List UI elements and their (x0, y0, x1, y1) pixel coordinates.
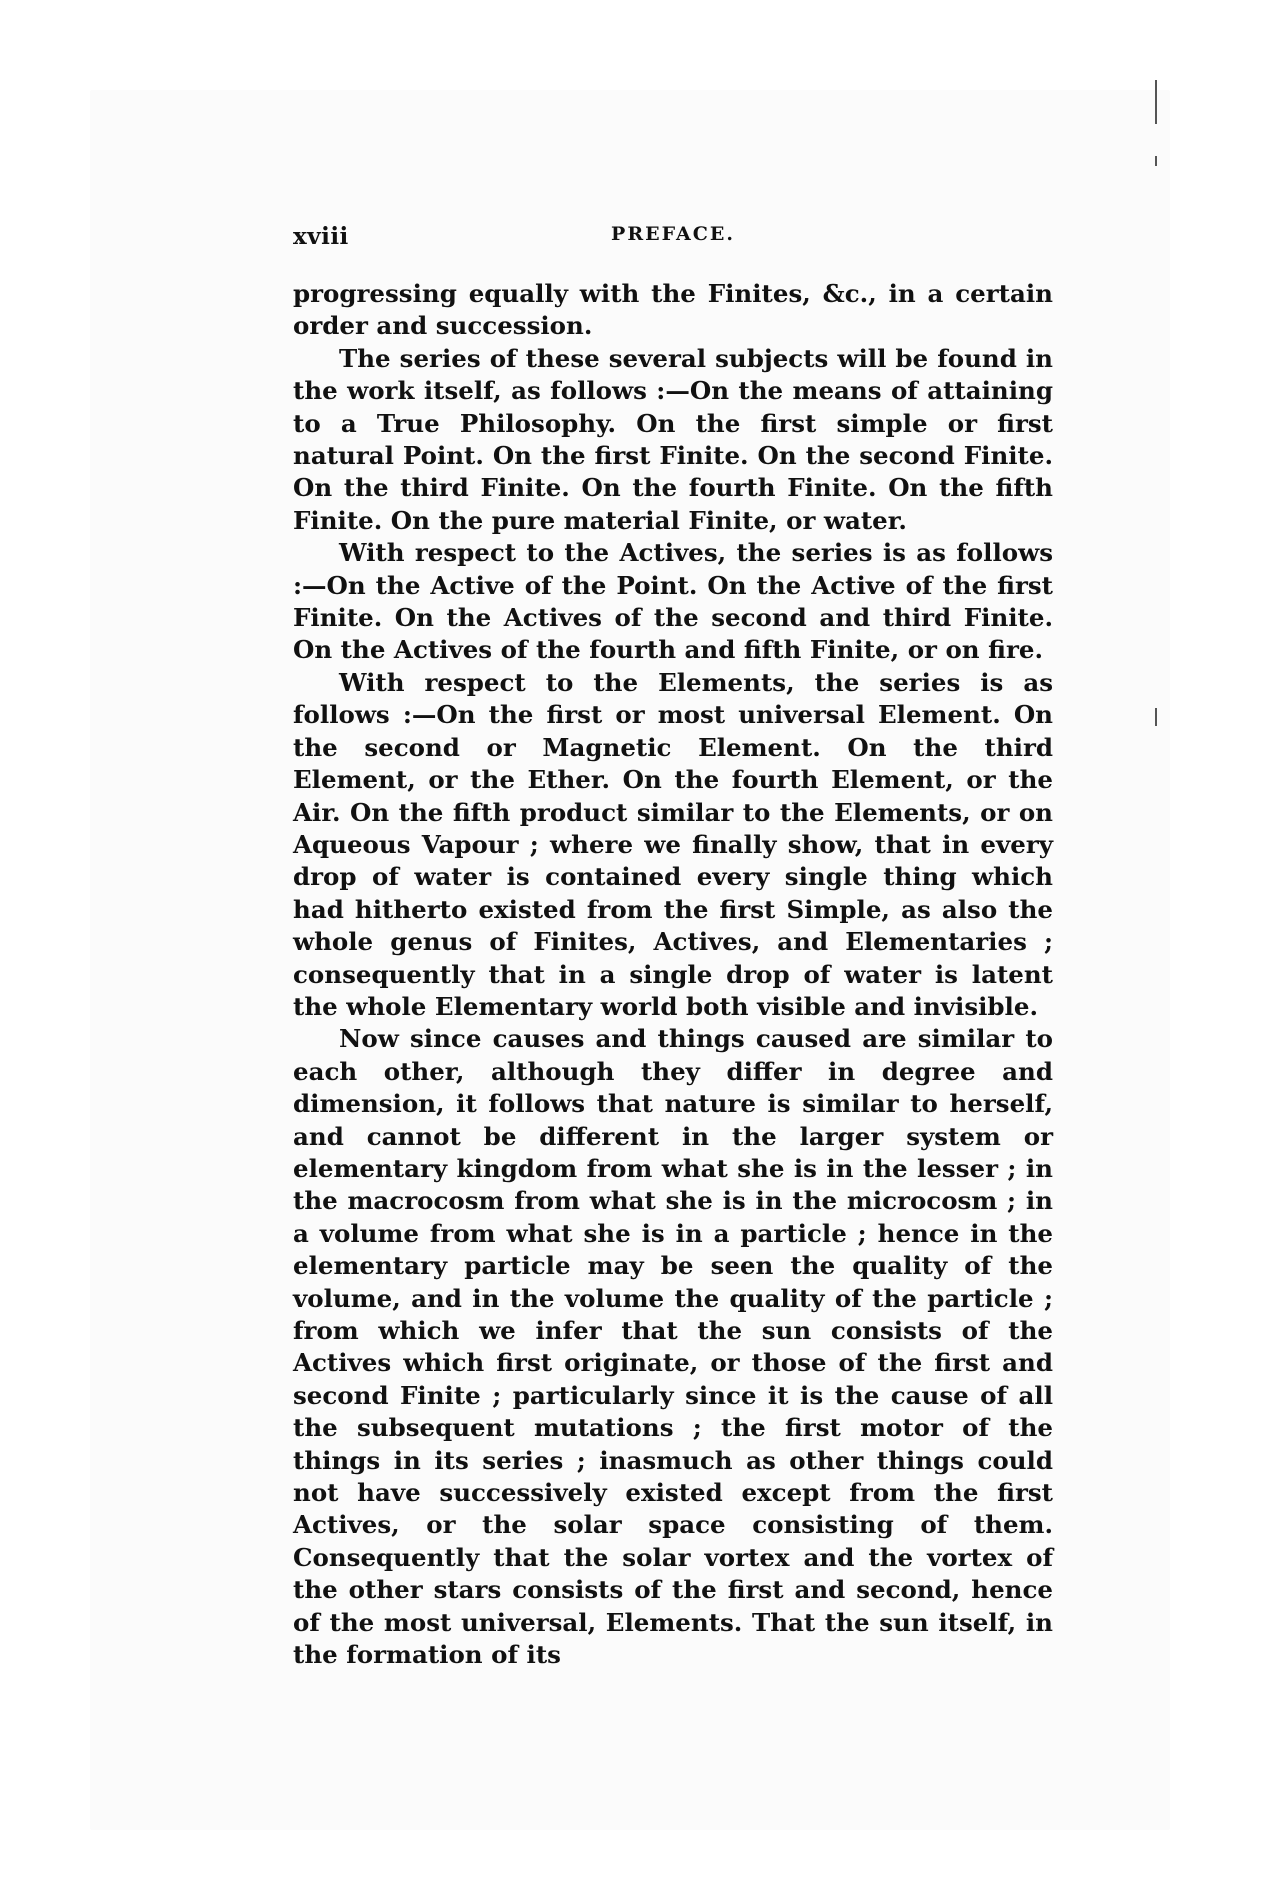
paragraph: With respect to the Elements, the series is as follows :—On the first or most universal Element. On the second or Magnetic Element. On the third Element, or the Ether. On the fourth Element, or the Air. On the fifth product similar to the Elements, or on Aqueous Vapour ; where we finally show, that in every drop of water is contained every single thing which had hitherto existed from the first Simple, as also the whole genus of Finites, Actives, and Elementaries ; consequently that in a single drop of water is latent the whole Elementary world both visible and invisible. (293, 667, 1053, 1021)
scan-edge-mark (1155, 156, 1157, 166)
paragraph: Now since causes and things caused are similar to each other, although they differ in degree and dimension, it follows that nature is similar to herself, and cannot be different in the larger system or elementary kingdom from what she is in the lesser ; in the macrocosm from what she is in the microcosm ; in a volume from what she is in a particle ; hence in the elementary particle may be seen the quality of the volume, and in the volume the quality of the particle ; from which we infer that the sun consists of the Actives which first originate, or those of the first and second Finite ; particularly since it is the cause of all the subsequent mutations ; the first motor of the things in its series ; inasmuch as other things could not have successively existed except from the first Actives, or the solar space consisting of them. Consequently that the solar vortex and the vortex of the other stars consists of the first and second, hence of the most universal, Elements. That the sun itself, in the formation of its (293, 1024, 1053, 1670)
paragraph: The series of these several subjects will be found in the work itself, as follows :—On the means of attaining to a True Philosophy. On the first simple or first natural Point. On the first Finite. On the second Finite. On the third Finite. On the fourth Finite. On the fifth Finite. On the pure material Finite, or water. (293, 343, 1053, 535)
paragraph: With respect to the Actives, the series is as follows :—On the Active of the Point. On the Active of the first Finite. On the Actives of the second and third Finite. On the Actives of the fourth and fifth Finite, or on fire. (293, 538, 1053, 665)
scan-edge-mark (1155, 80, 1157, 124)
scan-edge-mark (1155, 708, 1157, 726)
page-number: xviii (293, 223, 349, 250)
page-body (293, 278, 1053, 1671)
running-title: PREFACE. (611, 223, 735, 245)
page-header (293, 223, 1053, 259)
paragraph: progressing equally with the Finites, &c., in a certain order and succession. (293, 279, 1053, 341)
